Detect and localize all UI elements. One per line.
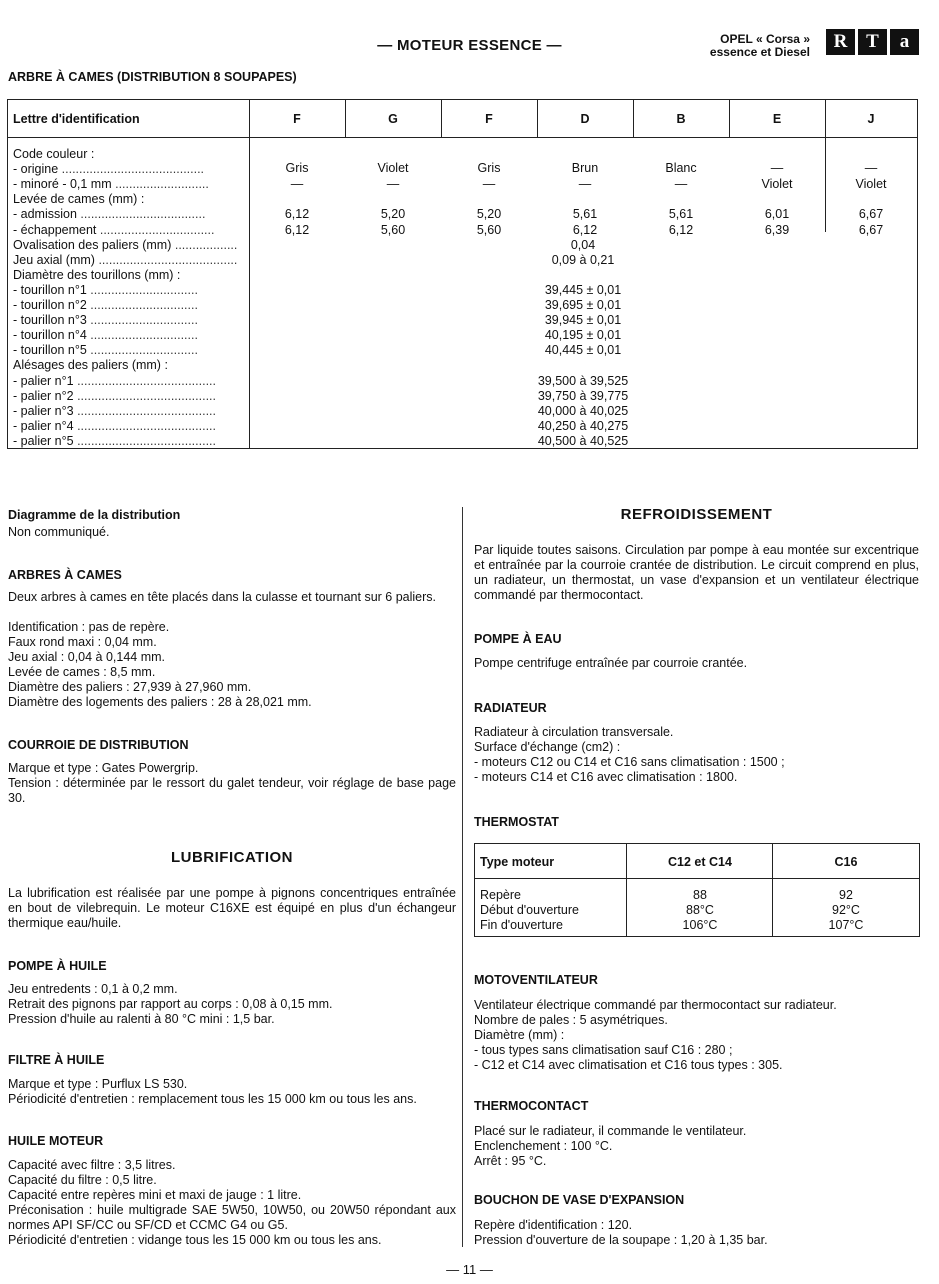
row-label-text: Diamètre des tourillons (mm) : [13,267,181,282]
thermostat-row-label: Fin d'ouverture [480,918,563,932]
brand-label [640,33,810,59]
thermostat-cell: 88°C [686,903,714,917]
row-label-text: Ovalisation des paliers (mm) [13,237,172,252]
row-label-text: - palier n°3 [13,403,74,418]
lubrication-text: La lubrification est réalisée par une pompe à pignons concentriques entraînée en bout de vilebrequin. Le moteur C16XE est équipé en plus d'un échangeur thermique eau/huile. [8,886,456,930]
brand-line-1: OPEL « Corsa » [720,32,810,46]
table-cell: — [482,177,496,192]
table-cell: 6,01 [764,207,790,222]
row-label [13,147,249,162]
row-label-text: - admission [13,207,77,222]
table-cell: 5,60 [476,222,502,237]
thermostat-cell: 88 [693,888,707,902]
row-label-text: - tourillon n°3 [13,313,87,328]
row-label-text: Code couleur : [13,147,95,161]
table-cell: Violet [377,161,409,176]
thermostat-cell: 106°C [682,918,718,932]
fan-title: MOTOVENTILATEUR [474,973,598,987]
thermostat-header: C12 et C14 [668,855,732,869]
table-cell: 6,12 [284,207,310,222]
page-number: — 11 — [446,1262,493,1277]
row-label [13,162,249,177]
table-cell: Violet [855,177,887,192]
logo-letter: R [826,29,855,55]
camshafts-title: ARBRES À CAMES [8,568,122,582]
row-label-text: - tourillon n°4 [13,328,87,343]
row-label [13,313,249,328]
table-shared-cell: 39,445 ± 0,01 [544,282,622,297]
table-shared-cell: 40,445 ± 0,01 [544,343,622,358]
row-label-text: Levée de cames (mm) : [13,192,145,207]
row-label-text: - palier n°2 [13,388,74,403]
table-shared-cell: 40,000 à 40,025 [537,403,629,418]
thermostat-header-row [475,844,919,879]
fan-specs: Ventilateur électrique commandé par thermocontact sur radiateur. Nombre de pales : 5 asymétriques. Diamètre (mm) : - tous types sans climatisation sauf C16 : 280 ; - C12 et C14 avec climatisation et C16 tous types : 305. [474,998,837,1072]
thermostat-row-label: Repère [480,888,521,902]
row-label [13,343,249,358]
table-cell: Violet [761,177,793,192]
table-cell: 6,12 [668,222,694,237]
table-cell: 5,20 [476,207,502,222]
table-cell: Brun [571,161,599,176]
thermostat-header: C16 [834,855,858,869]
oil-filter-title: FILTRE À HUILE [8,1053,105,1067]
thermostat-cell: 92°C [832,903,860,917]
column-header: G [388,112,398,126]
row-label-text: Jeu axial (mm) [13,252,95,267]
table-shared-cell: 40,195 ± 0,01 [544,328,622,343]
water-pump-text: Pompe centrifuge entraînée par courroie crantée. [474,656,748,670]
diagram-title: Diagramme de la distribution [8,508,181,522]
thermostat-title: THERMOSTAT [474,815,559,829]
table-shared-cell: 39,695 ± 0,01 [544,298,622,312]
leader-dots: ............................... [86,343,198,358]
table-divider [249,100,250,448]
row-label [13,358,249,373]
row-label [13,434,249,449]
table-cell: — [770,161,784,176]
expansion-cap-title: BOUCHON DE VASE D'EXPANSION [474,1193,685,1207]
row-label [13,192,249,207]
camshafts-specs: Identification : pas de repère. Faux rond maxi : 0,04 mm. Jeu axial : 0,04 à 0,144 mm. Levée de cames : 8,5 mm. Diamètre des paliers : 27,939 à 27,960 mm. Diamètre des logements des paliers : 28 à 28,021 mm. [8,620,312,709]
row-label [13,223,249,238]
leader-dots: ........................................ [73,373,216,388]
logo-letter: T [858,29,887,55]
thermocontact-title: THERMOCONTACT [474,1099,589,1113]
row-label [13,238,249,253]
leader-dots: .................. [171,237,238,252]
table-shared-cell: 39,500 à 39,525 [537,373,629,388]
table-cell: — [674,177,688,192]
row-label [13,404,249,419]
camshaft-table [7,99,918,449]
row-label [13,419,249,434]
table-cell: 5,60 [380,222,406,237]
row-label-text: - minoré - 0,1 mm [13,177,112,192]
table-cell: 6,12 [284,222,310,237]
column-header: B [676,112,686,126]
column-header: D [580,112,590,126]
row-label [13,374,249,389]
row-label [13,283,249,298]
table-cell: 6,67 [858,207,884,222]
row-label-text: - échappement [13,222,97,237]
leader-dots: ........................................ [73,403,216,418]
engine-oil-title: HUILE MOTEUR [8,1134,104,1148]
leader-dots: ............................... [86,328,198,343]
leader-dots: ........................... [111,177,209,192]
radiator-specs: Radiateur à circulation transversale. Surface d'échange (cm2) : - moteurs C12 ou C14 et C16 sans climatisation : 1500 ; - moteurs C14 et C16 avec climatisation : 1800. [474,725,785,784]
leader-dots: ................................. [96,222,215,237]
leader-dots: ........................................ [73,388,216,403]
rta-logo [826,29,922,57]
row-label [13,268,249,283]
row-label-text: - origine [13,162,59,177]
leader-dots: ........................................ [94,252,238,267]
thermostat-row-label: Début d'ouverture [480,903,579,917]
leader-dots: ........................................ [73,418,216,433]
row-label-text: Alésages des paliers (mm) : [13,358,168,373]
thermostat-table [474,843,920,937]
row-label-text: - tourillon n°5 [13,343,87,358]
leader-dots: ............................... [86,313,198,328]
table-shared-cell: 0,09 à 0,21 [551,252,615,267]
table-cell: Blanc [665,161,697,176]
diagram-text: Non communiqué. [8,525,110,539]
column-header: F [293,112,301,126]
table-shared-cell: 0,04 [570,237,596,252]
oil-pump-specs: Jeu entredents : 0,1 à 0,2 mm. Retrait des pignons par rapport au corps : 0,08 à 0,15 mm. Pression d'huile au ralenti à 80 °C mini : 1,5 bar. [8,982,333,1026]
oil-filter-specs: Marque et type : Purflux LS 530. Périodicité d'entretien : remplacement tous les 15 000 km ou tous les ans. [8,1077,417,1106]
engine-oil-specs: Capacité avec filtre : 3,5 litres. Capacité du filtre : 0,5 litre. Capacité entre repères mini et maxi de jauge : 1 litre. [8,1158,302,1202]
engine-oil-recommendation: Préconisation : huile multigrade SAE 5W50, 10W50, ou 20W50 répondant aux normes API SF/CC ou SF/CD et CCMC G4 ou G5. [8,1203,456,1232]
column-header: J [867,112,875,126]
table-cell: 5,61 [668,207,694,222]
row-label-text: - tourillon n°2 [13,298,87,312]
engine-oil-interval: Périodicité d'entretien : vidange tous les 15 000 km ou tous les ans. [8,1233,382,1247]
column-header: F [485,112,493,126]
table-cell: Gris [477,161,501,176]
column-header: E [772,112,782,126]
expansion-cap-specs: Repère d'identification : 120. Pression d'ouverture de la soupape : 1,20 à 1,35 bar. [474,1218,768,1247]
table-shared-cell: 39,750 à 39,775 [537,388,629,403]
belt-brand: Marque et type : Gates Powergrip. [8,761,199,775]
lubrication-title: LUBRIFICATION [170,849,294,866]
header-label: Lettre d'identification [13,112,140,126]
page-title: — MOTEUR ESSENCE — [377,37,562,54]
table-cell: 5,20 [380,207,406,222]
thermocontact-specs: Placé sur le radiateur, il commande le ventilateur. Enclenchement : 100 °C. Arrêt : 95 °C. [474,1124,747,1168]
cooling-title: REFROIDISSEMENT [620,506,773,523]
table-shared-cell: 39,945 ± 0,01 [544,313,622,328]
table-cell: 6,12 [572,222,598,237]
leader-dots: .................................... [76,207,206,222]
table-cell: 6,67 [858,222,884,237]
camshafts-text: Deux arbres à cames en tête placés dans la culasse et tournant sur 6 paliers. [8,590,437,604]
row-label-text: - palier n°5 [13,433,74,448]
column-divider [462,507,463,1247]
table-shared-cell: 40,500 à 40,525 [537,433,629,448]
thermostat-header: Type moteur [480,855,555,869]
leader-dots: ............................... [86,282,198,297]
table-cell: — [578,177,592,192]
row-label [13,177,249,192]
row-label-text: - tourillon n°1 [13,282,87,297]
table-shared-cell: 40,250 à 40,275 [537,418,629,433]
row-label [13,298,249,313]
row-label-text: - palier n°1 [13,373,74,388]
logo-letter: a [890,29,919,55]
thermostat-cell: 107°C [828,918,864,932]
water-pump-title: POMPE À EAU [474,632,562,646]
table-cell: — [386,177,400,192]
thermostat-cell: 92 [839,888,853,902]
row-label [13,207,249,222]
leader-dots: ......................................... [58,162,205,177]
leader-dots: ........................................ [73,433,216,448]
leader-dots: ............................... [86,298,198,312]
oil-pump-title: POMPE À HUILE [8,959,107,973]
cooling-text: Par liquide toutes saisons. Circulation par pompe à eau montée sur excentrique et entraînée par la courroie crantée de distribution. Le circuit comprend en plus, un radiateur, un thermostat, un vase d'expansion et un ventilateur électrique commandé par thermocontact. [474,543,919,602]
table-cell: 6,39 [764,222,790,237]
table-cell: — [864,161,878,176]
belt-title: COURROIE DE DISTRIBUTION [8,738,189,752]
table-cell: Gris [285,161,309,176]
camshaft-section-title: ARBRE À CAMES (DISTRIBUTION 8 SOUPAPES) [8,70,297,84]
belt-tension: Tension : déterminée par le ressort du galet tendeur, voir réglage de base page 30. [8,776,456,805]
row-label-text: - palier n°4 [13,418,74,433]
table-cell: — [290,177,304,192]
row-label [13,328,249,343]
row-label [13,253,249,268]
radiator-title: RADIATEUR [474,701,547,715]
brand-line-2: essence et Diesel [709,45,810,59]
row-label [13,389,249,404]
table-cell: 5,61 [572,207,598,222]
